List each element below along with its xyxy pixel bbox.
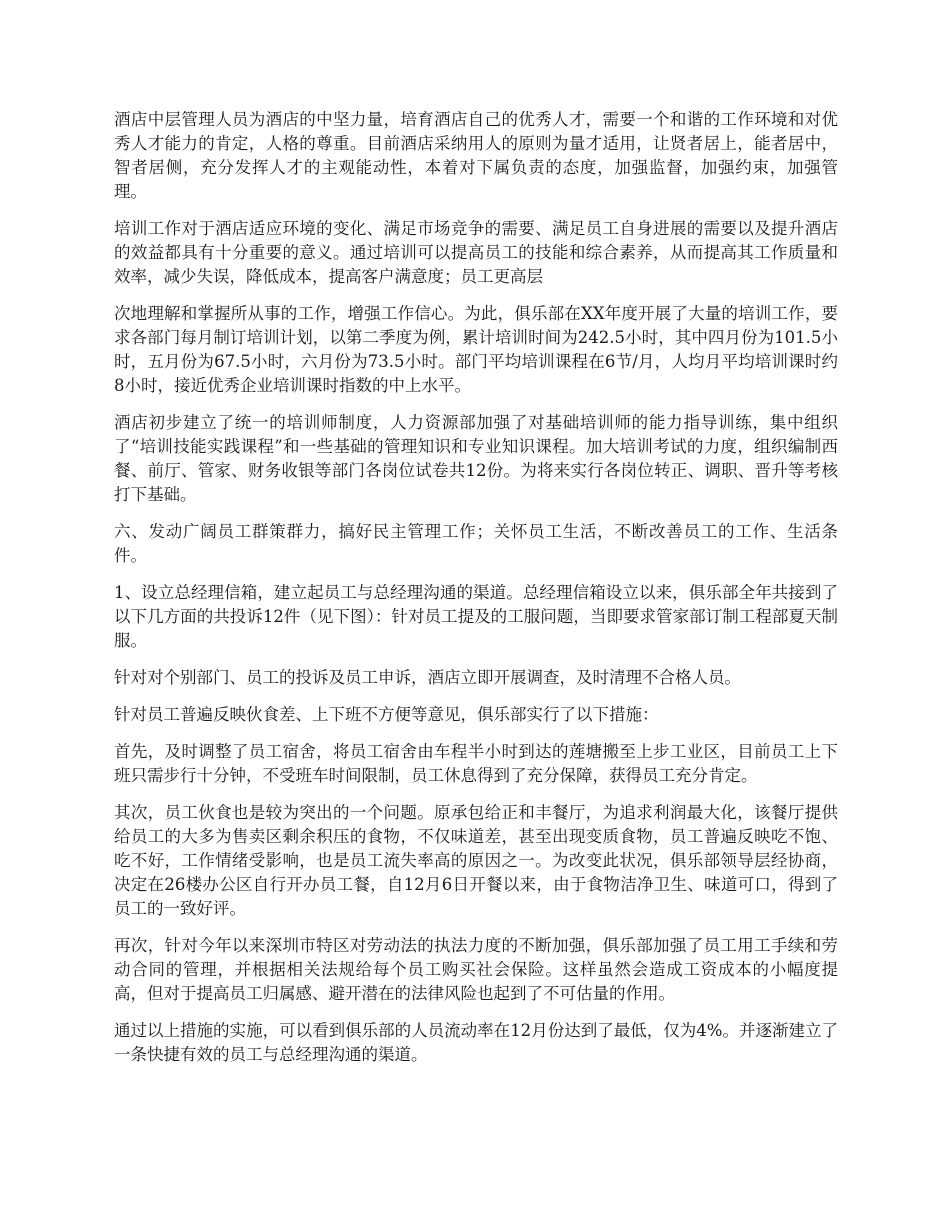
paragraph-training-importance: 培训工作对于酒店适应环境的变化、满足市场竞争的需要、满足员工自身进展的需要以及提升酒店的效益都具有十分重要的意义。通过培训可以提高员工的技能和综合素养，从而提高其工作质量和效率，减少失误，降低成本，提高客户满意度；员工更高层: [114, 219, 838, 286]
paragraph-staff-meals: 其次，员工伙食也是较为突出的一个问题。原承包给正和丰餐厅，为追求利润最大化，该餐厅提供给员工的大多为售卖区剩余积压的食物，不仅味道差，甚至出现变质食物，员工普遍反映吃不饱、吃不好，工作情绪受影响，也是员工流失率高的原因之一。为改变此状况，俱乐部领导层经协商，决定在26楼办公区自行开办员工餐，自12月6日开餐以来，由于食物洁净卫生、味道可口，得到了员工的一致好评。: [114, 803, 838, 918]
paragraph-trainer-system: 酒店初步建立了统一的培训师制度，人力资源部加强了对基础培训师的能力指导训练，集中组织了“培训技能实践课程”和一些基础的管理知识和专业知识课程。加大培训考试的力度，组织编制西餐、前厅、管家、财务收银等部门各岗位试卷共12份。为将来实行各岗位转正、调职、晋升等考核打下基础。: [114, 413, 838, 504]
paragraph-section-six-heading: 六、发动广阔员工群策群力，搞好民主管理工作；关怀员工生活，不断改善员工的工作、生活条件。: [114, 522, 838, 565]
paragraph-complaints-handling: 针对对个别部门、员工的投诉及员工申诉，酒店立即开展调查，及时清理不合格人员。: [114, 668, 741, 687]
paragraph-dormitory: 首先，及时调整了员工宿舍，将员工宿舍由车程半小时到达的莲塘搬至上步工业区，目前员工上下班只需步行十分钟，不受班车时间限制，员工休息得到了充分保障，获得员工充分肯定。: [114, 742, 838, 785]
paragraph-gm-mailbox: 1、设立总经理信箱，建立起员工与总经理沟通的渠道。总经理信箱设立以来，俱乐部全年共接到了以下几方面的共投诉12件（见下图）：针对员工提及的工服问题，当即要求管家部订制工程部夏天制服。: [114, 583, 838, 650]
paragraph-labor-law: 再次，针对今年以来深圳市特区对劳动法的执法力度的不断加强，俱乐部加强了员工用工手续和劳动合同的管理，并根据相关法规给每个员工购买社会保险。这样虽然会造成工资成本的小幅度提高，但对于提高员工归属感、避开潜在的法律风险也起到了不可估量的作用。: [114, 936, 838, 1003]
paragraph-measures-intro: 针对员工普遍反映伙食差、上下班不方便等意见，俱乐部实行了以下措施：: [114, 705, 659, 724]
paragraph-training-hours: 次地理解和掌握所从事的工作，增强工作信心。为此，俱乐部在XX年度开展了大量的培训工作，要求各部门每月制订培训计划，以第二季度为例，累计培训时间为242.5小时，其中四月份为101.5小时，五月份为67.5小时，六月份为73.5小时。部门平均培训课程在6节/月，人均月平均培训课时约8小时，接近优秀企业培训课时指数的中上水平。: [114, 304, 838, 395]
paragraph-management-staff: 酒店中层管理人员为酒店的中坚力量，培育酒店自己的优秀人才，需要一个和谐的工作环境和对优秀人才能力的肯定，人格的尊重。目前酒店采纳用人的原则为量才适用，让贤者居上，能者居中，智者居侧，充分发挥人才的主观能动性，本着对下属负责的态度，加强监督，加强约束，加强管理。: [114, 110, 838, 201]
paragraph-turnover-result: 通过以上措施的实施，可以看到俱乐部的人员流动率在12月份达到了最低，仅为4%。并逐渐建立了一条快捷有效的员工与总经理沟通的渠道。: [114, 1021, 838, 1064]
document-body: [114, 108, 838, 1080]
